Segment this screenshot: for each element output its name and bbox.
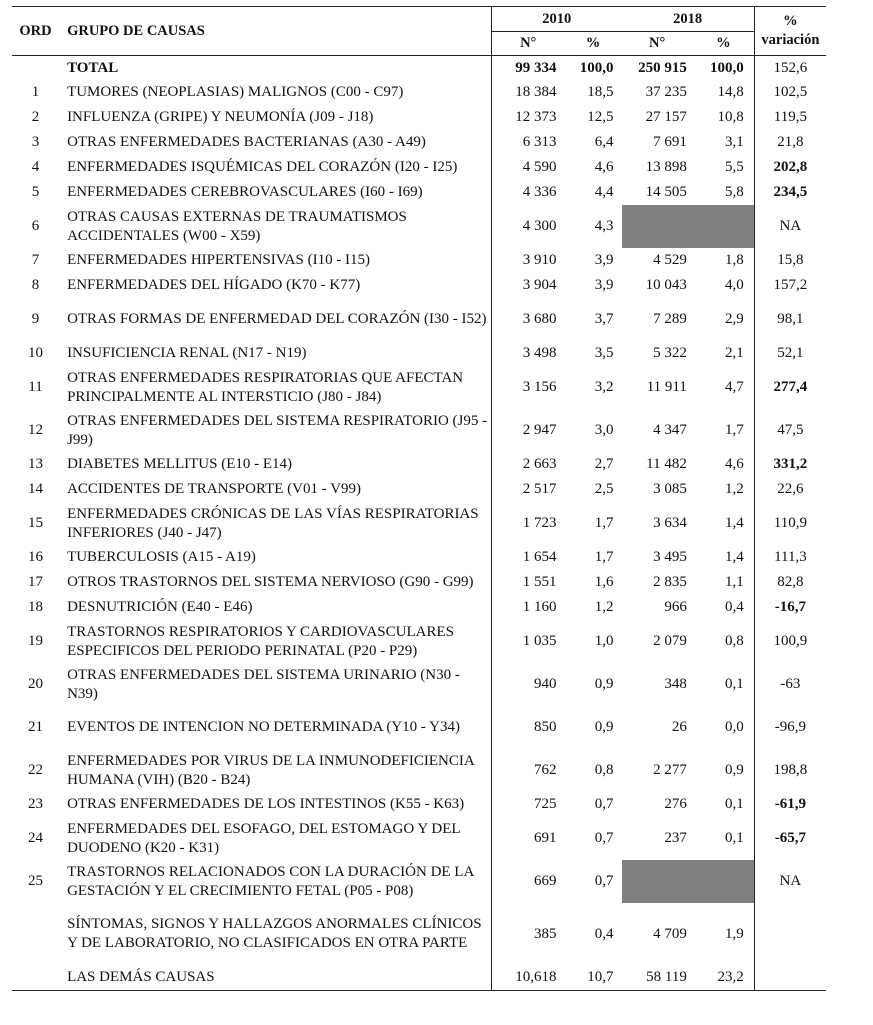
table-row: [12, 706, 826, 749]
row-n-2010: 2 517: [491, 477, 564, 502]
row-n-2018: 276: [664, 796, 687, 812]
header-pct-2018: %: [716, 35, 731, 51]
row-variation: -16,7: [754, 595, 826, 620]
row-2018-shaded-cell: [622, 205, 755, 248]
header-pct-2010: %: [585, 35, 601, 51]
row-cause-label: ENFERMEDADES DEL HÍGADO (K70 - K77): [67, 277, 361, 293]
row-n-2018: 4 709: [653, 925, 687, 942]
row-n-2010: 940: [491, 663, 564, 706]
row-n-2018: 348: [664, 676, 687, 692]
row-pct-2010: 1,2: [594, 599, 614, 615]
row-pct-2018: 3,1: [725, 134, 744, 150]
row-cause-label: INFLUENZA (GRIPE) Y NEUMONÍA (J09 - J18): [67, 109, 374, 125]
table-row: [12, 663, 826, 706]
row-n-2010: 850: [491, 706, 564, 749]
row-pct-2018: 1,2: [725, 481, 744, 497]
row-n-2010: 1 551: [491, 570, 564, 595]
row-n-2018: 11 911: [646, 379, 687, 395]
table-row: [12, 205, 826, 248]
row-variation: 157,2: [754, 273, 826, 298]
row-ord: 15: [28, 515, 44, 531]
row-ord: 14: [28, 481, 44, 497]
row-cause-label: OTROS TRASTORNOS DEL SISTEMA NERVIOSO (G90 - G99): [67, 574, 474, 590]
row-ord: 17: [28, 574, 44, 590]
row-pct-2018: 0,1: [725, 796, 744, 812]
row-pct-2010: 4,3: [594, 218, 614, 234]
row-cause-label: OTRAS ENFERMEDADES DE LOS INTESTINOS (K55 - K63): [67, 796, 465, 812]
row-variation: 47,5: [754, 409, 826, 452]
row-n-2010: 669: [491, 860, 564, 903]
row-pct-2018: 4,6: [725, 456, 744, 472]
row-ord: 12: [28, 422, 44, 438]
header-variation-line1: %: [783, 13, 798, 29]
total-row: [12, 56, 826, 81]
row-pct-2010: 4,6: [594, 159, 614, 175]
row-pct-2010: 3,9: [594, 277, 614, 293]
table-row: [12, 817, 826, 860]
row-cause-label: OTRAS FORMAS DE ENFERMEDAD DEL CORAZÓN (I30 - I52): [67, 311, 487, 327]
row-ord: 13: [28, 456, 44, 472]
row-n-2010: 762: [491, 749, 564, 792]
row-n-2010: 18 384: [491, 80, 564, 105]
row-variation: [754, 903, 826, 965]
row-n-2018: 10 043: [645, 277, 687, 293]
row-variation: 22,6: [754, 477, 826, 502]
row-n-2010: 4 590: [491, 155, 564, 180]
header-year-2010: 2010: [491, 7, 621, 32]
header-variation-line2: variación: [761, 32, 820, 48]
table-row: [12, 155, 826, 180]
row-pct-2018: 2,9: [725, 311, 744, 327]
row-cause-label: TUMORES (NEOPLASIAS) MALIGNOS (C00 - C97): [67, 84, 404, 100]
table-row: [12, 452, 826, 477]
row-pct-2010: 0,7: [594, 796, 614, 812]
row-variation: -65,7: [754, 817, 826, 860]
row-pct-2018: 0,1: [725, 676, 744, 692]
row-cause-label: TUBERCULOSIS (A15 - A19): [67, 549, 256, 565]
row-n-2010: 3 910: [491, 248, 564, 273]
table-row: [12, 860, 826, 903]
table-row: [12, 749, 826, 792]
row-variation: 198,8: [754, 749, 826, 792]
row-pct-2010: 2,7: [594, 456, 614, 472]
table-row: [12, 965, 826, 991]
row-pct-2018: 14,8: [717, 84, 744, 100]
row-n-2018: 26: [671, 719, 687, 735]
row-pct-2018: 5,5: [725, 159, 744, 175]
row-ord: 19: [28, 633, 44, 649]
row-pct-2010: 18,5: [587, 84, 614, 100]
row-cause-label: INSUFICIENCIA RENAL (N17 - N19): [67, 345, 307, 361]
row-n-2018: 2 277: [653, 762, 687, 778]
header-variation: [754, 7, 826, 56]
row-pct-2010: 1,6: [594, 574, 614, 590]
row-cause-label: ENFERMEDADES HIPERTENSIVAS (I10 - I15): [67, 252, 371, 268]
row-pct-2018: 0,8: [725, 633, 744, 649]
row-variation: 98,1: [754, 298, 826, 341]
row-ord: 21: [28, 719, 44, 735]
row-variation: NA: [754, 205, 826, 248]
table-row: [12, 570, 826, 595]
total-variation: 152,6: [754, 56, 826, 81]
row-n-2010: 1 723: [491, 502, 564, 545]
row-ord: 10: [28, 345, 44, 361]
row-pct-2010: 3,7: [594, 311, 614, 327]
row-pct-2018: 2,1: [725, 345, 744, 361]
row-variation: 82,8: [754, 570, 826, 595]
table-row: [12, 409, 826, 452]
row-n-2018: 7 691: [653, 134, 687, 150]
row-variation: NA: [754, 860, 826, 903]
row-ord: 5: [31, 184, 40, 200]
row-pct-2018: 0,0: [725, 719, 744, 735]
row-pct-2018: 1,8: [725, 252, 744, 268]
row-variation: 100,9: [754, 620, 826, 663]
row-cause-label: SÍNTOMAS, SIGNOS Y HALLAZGOS ANORMALES CLÍNICOS Y DE LABORATORIO, NO CLASIFICADOS EN OTRA PARTE: [67, 916, 482, 951]
row-pct-2010: 0,7: [594, 873, 614, 889]
row-variation: 234,5: [754, 180, 826, 205]
row-n-2018: 4 347: [653, 422, 687, 438]
row-pct-2010: 10,7: [587, 969, 614, 985]
row-pct-2010: 0,9: [594, 676, 614, 692]
table-row: [12, 298, 826, 341]
row-cause-label: OTRAS ENFERMEDADES DEL SISTEMA RESPIRATORIO (J95 - J99): [67, 412, 488, 448]
row-pct-2010: 3,2: [594, 379, 614, 395]
row-variation: 21,8: [754, 130, 826, 155]
causes-of-death-table: [12, 6, 826, 991]
row-n-2018: 27 157: [645, 109, 687, 125]
table-row: [12, 341, 826, 366]
row-cause-label: EVENTOS DE INTENCION NO DETERMINADA (Y10 - Y34): [67, 719, 460, 735]
table-row: [12, 366, 826, 409]
row-n-2010: 2 947: [491, 409, 564, 452]
row-pct-2010: 1,7: [594, 549, 614, 565]
row-ord: 24: [28, 830, 44, 846]
row-n-2018: 2 079: [653, 633, 687, 649]
table-row: [12, 130, 826, 155]
row-cause-label: TRASTORNOS RELACIONADOS CON LA DURACIÓN DE LA GESTACIÓN Y EL CRECIMIENTO FETAL (P05 - P08): [67, 863, 474, 899]
row-pct-2010: 0,9: [594, 719, 614, 735]
row-ord: 11: [28, 379, 43, 395]
row-n-2018: 37 235: [645, 84, 687, 100]
row-ord: 18: [28, 599, 44, 615]
row-n-2010: 1 654: [491, 545, 564, 570]
row-ord: 20: [28, 676, 44, 692]
row-pct-2010: 3,9: [594, 252, 614, 268]
header-group: GRUPO DE CAUSAS: [67, 22, 205, 39]
row-n-2010: 691: [491, 817, 564, 860]
row-variation: 15,8: [754, 248, 826, 273]
table-row: [12, 80, 826, 105]
row-ord: 8: [31, 277, 40, 293]
row-n-2010: 3 156: [491, 366, 564, 409]
row-ord: 4: [31, 159, 40, 175]
row-pct-2010: 3,5: [594, 345, 614, 361]
row-cause-label: OTRAS ENFERMEDADES RESPIRATORIAS QUE AFECTAN PRINCIPALMENTE AL INTERSTICIO (J80 - J84): [67, 369, 464, 405]
row-n-2018: 5 322: [653, 345, 687, 361]
row-n-2018: 58 119: [646, 969, 687, 985]
row-pct-2018: 0,1: [725, 830, 744, 846]
total-pct-2010: 100,0: [579, 59, 614, 76]
row-n-2018: 3 495: [653, 549, 687, 565]
row-pct-2010: 4,4: [594, 184, 614, 200]
row-pct-2018: 5,8: [725, 184, 744, 200]
table-row: [12, 620, 826, 663]
row-variation: 119,5: [754, 105, 826, 130]
row-n-2018: 3 085: [653, 481, 687, 497]
row-ord: 2: [31, 109, 40, 125]
total-n-2010: 99 334: [491, 56, 564, 81]
row-pct-2010: 0,4: [594, 925, 614, 942]
row-cause-label: ACCIDENTES DE TRANSPORTE (V01 - V99): [67, 481, 362, 497]
row-pct-2010: 3,0: [594, 422, 614, 438]
row-n-2010: 725: [491, 792, 564, 817]
table-row: [12, 903, 826, 965]
row-pct-2010: 0,7: [594, 830, 614, 846]
row-cause-label: OTRAS ENFERMEDADES BACTERIANAS (A30 - A49): [67, 134, 426, 150]
header-n-2018: N°: [649, 35, 666, 51]
row-cause-label: DIABETES MELLITUS (E10 - E14): [67, 456, 293, 472]
table-row: [12, 545, 826, 570]
total-n-2018: 250 915: [638, 59, 687, 76]
header-year-2018: 2018: [622, 7, 755, 32]
table-row: [12, 273, 826, 298]
row-cause-label: ENFERMEDADES CRÓNICAS DE LAS VÍAS RESPIRATORIAS INFERIORES (J40 - J47): [67, 505, 479, 541]
row-cause-label: DESNUTRICIÓN (E40 - E46): [67, 599, 253, 615]
row-n-2018: 3 634: [653, 515, 687, 531]
table-row: [12, 595, 826, 620]
row-cause-label: ENFERMEDADES DEL ESOFAGO, DEL ESTOMAGO Y DEL DUODENO (K20 - K31): [67, 820, 460, 856]
row-n-2010: 10,618: [491, 965, 564, 991]
row-pct-2018: 10,8: [717, 109, 744, 125]
row-n-2010: 3 904: [491, 273, 564, 298]
row-n-2010: 12 373: [491, 105, 564, 130]
row-cause-label: OTRAS ENFERMEDADES DEL SISTEMA URINARIO (N30 - N39): [67, 666, 460, 702]
row-ord: 25: [28, 873, 44, 889]
row-n-2010: 3 680: [491, 298, 564, 341]
row-pct-2010: 2,5: [594, 481, 614, 497]
row-n-2010: 2 663: [491, 452, 564, 477]
row-2018-shaded-cell: [622, 860, 755, 903]
row-ord: 9: [31, 311, 40, 327]
row-n-2018: 13 898: [645, 159, 687, 175]
row-n-2010: 6 313: [491, 130, 564, 155]
row-variation: 52,1: [754, 341, 826, 366]
row-variation: -63: [754, 663, 826, 706]
row-pct-2018: 0,4: [725, 599, 744, 615]
row-variation: -61,9: [754, 792, 826, 817]
row-pct-2010: 1,7: [594, 515, 614, 531]
row-pct-2018: 1,4: [725, 549, 744, 565]
row-variation: 277,4: [754, 366, 826, 409]
row-variation: 110,9: [754, 502, 826, 545]
row-variation: 102,5: [754, 80, 826, 105]
row-n-2018: 4 529: [653, 252, 687, 268]
row-cause-label: TRASTORNOS RESPIRATORIOS Y CARDIOVASCULARES ESPECIFICOS DEL PERIODO PERINATAL (P20 - P29): [67, 623, 454, 659]
row-n-2018: 7 289: [653, 311, 687, 327]
row-pct-2018: 4,0: [725, 277, 744, 293]
row-pct-2018: 1,7: [725, 422, 744, 438]
row-pct-2018: 0,9: [725, 762, 744, 778]
row-pct-2010: 1,0: [594, 633, 614, 649]
table-row: [12, 477, 826, 502]
row-pct-2018: 1,9: [725, 925, 744, 942]
row-n-2018: 237: [664, 830, 687, 846]
table-row: [12, 502, 826, 545]
row-n-2018: 966: [664, 599, 687, 615]
row-variation: [754, 965, 826, 991]
row-ord: 22: [28, 762, 44, 778]
table-row: [12, 105, 826, 130]
row-pct-2018: 23,2: [717, 969, 744, 985]
total-label: TOTAL: [67, 59, 119, 76]
row-ord: 7: [31, 252, 40, 268]
row-cause-label: LAS DEMÁS CAUSAS: [67, 969, 215, 985]
row-ord: 1: [31, 84, 40, 100]
row-cause-label: ENFERMEDADES POR VIRUS DE LA INMUNODEFICIENCIA HUMANA (VIH) (B20 - B24): [67, 752, 474, 788]
row-n-2010: 385: [491, 903, 564, 965]
row-ord: 3: [31, 134, 40, 150]
row-pct-2010: 12,5: [587, 109, 614, 125]
row-n-2010: 1 160: [491, 595, 564, 620]
row-ord: 6: [31, 218, 40, 234]
row-cause-label: OTRAS CAUSAS EXTERNAS DE TRAUMATISMOS ACCIDENTALES (W00 - X59): [67, 208, 407, 244]
table-row: [12, 792, 826, 817]
row-pct-2018: 4,7: [725, 379, 744, 395]
row-pct-2018: 1,1: [725, 574, 744, 590]
row-ord: 23: [28, 796, 44, 812]
row-cause-label: ENFERMEDADES CEREBROVASCULARES (I60 - I69): [67, 184, 423, 200]
row-cause-label: ENFERMEDADES ISQUÉMICAS DEL CORAZÓN (I20 - I25): [67, 159, 458, 175]
row-n-2010: 3 498: [491, 341, 564, 366]
row-variation: -96,9: [754, 706, 826, 749]
row-pct-2018: 1,4: [725, 515, 744, 531]
row-ord: [12, 903, 59, 965]
row-n-2018: 11 482: [646, 456, 687, 472]
row-ord: [12, 965, 59, 991]
row-n-2010: 1 035: [491, 620, 564, 663]
row-n-2010: 4 336: [491, 180, 564, 205]
row-pct-2010: 0,8: [594, 762, 614, 778]
row-variation: 111,3: [754, 545, 826, 570]
table-row: [12, 180, 826, 205]
row-variation: 331,2: [754, 452, 826, 477]
row-n-2010: 4 300: [491, 205, 564, 248]
row-n-2018: 14 505: [645, 184, 687, 200]
row-variation: 202,8: [754, 155, 826, 180]
total-pct-2018: 100,0: [710, 59, 744, 76]
row-pct-2010: 6,4: [594, 134, 614, 150]
row-n-2018: 2 835: [653, 574, 687, 590]
header-ord: ORD: [19, 22, 52, 39]
row-ord: 16: [28, 549, 44, 565]
header-n-2010: N°: [491, 32, 564, 56]
table-row: [12, 248, 826, 273]
